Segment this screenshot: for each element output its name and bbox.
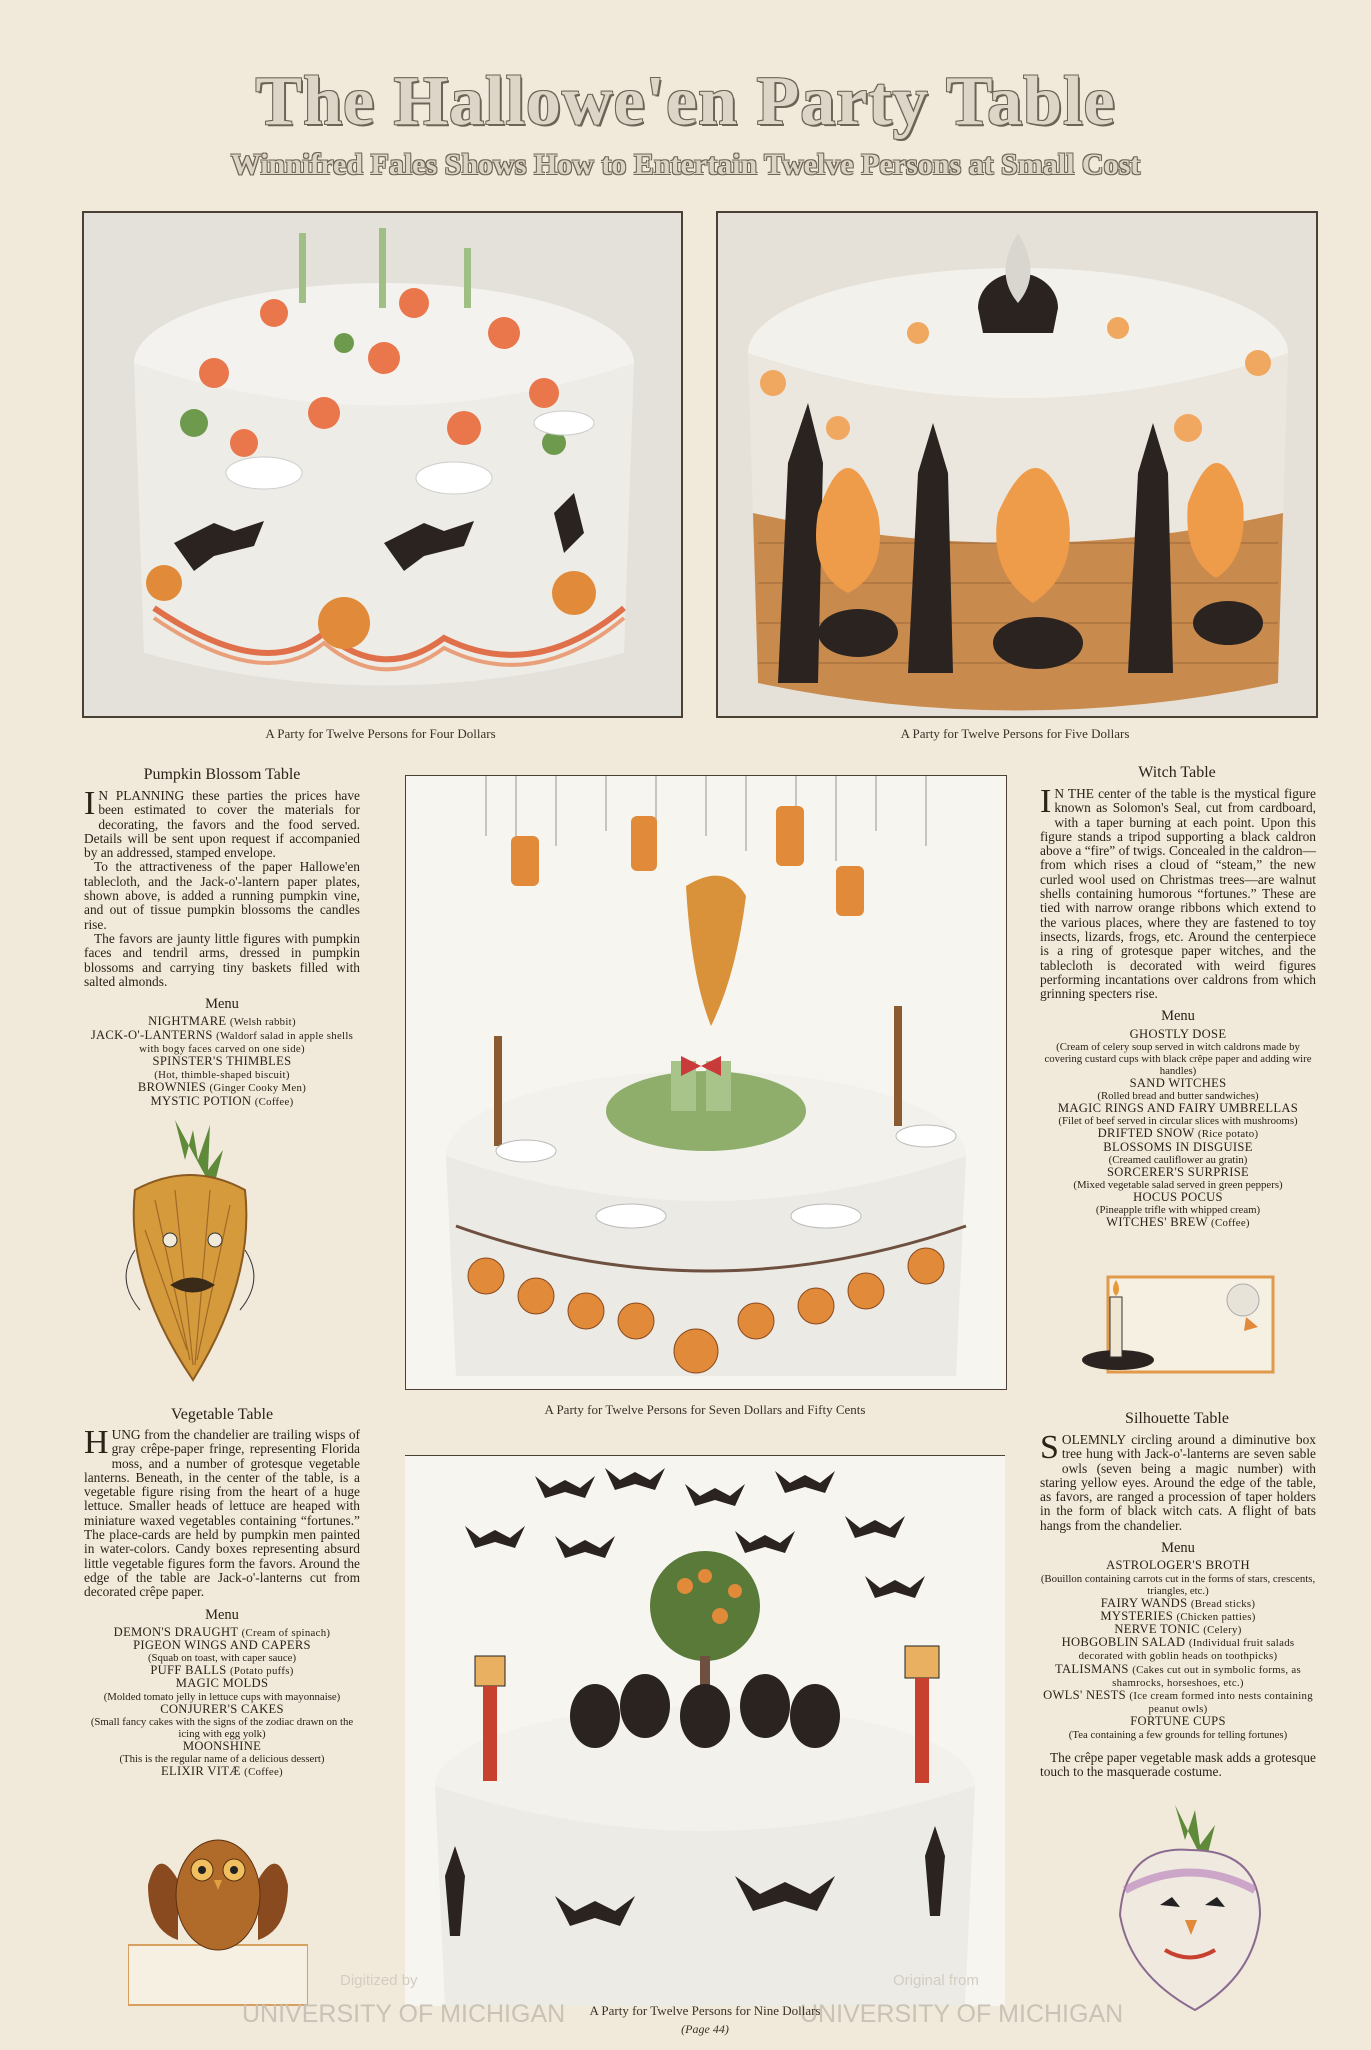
watermark-original: Original from [893,1972,979,1989]
paragraph: N THE center of the table is the mystical figure known as Solomon's Seal, cut from cardboard, with a taper burning at each point. Upon this figure stands a tripod supporting a black caldron above a “fire” of twigs. Concealed in the caldron—from which rises a cloud of “steam,” the new curled wool used on Christmas trees—are walnut shells containing humorous “fortunes.” These are tied with narrow orange ribbons which extend to the various places, where they are fastened to toy insects, lizards, frogs, etc. Around the centerpiece is a ring of grotesque paper witches, and the tablecloth is decorated with weird figures performing incantations over caldrons from which grinning specters rise. [1040,786,1316,1002]
turnip-mask-illustration [1105,1795,1275,2020]
article-witch [1040,783,1316,1230]
article-vegetable [84,1424,360,1779]
article-pumpkin-blossom [84,785,360,1108]
paragraph: To the attractiveness of the paper Hallowe'en tablecloth, and the Jack-o'-lantern paper plates, shown above, is added a running pumpkin vine, and out of tissue pumpkin blossoms the candles rise. [84,859,360,932]
carrot-mask-illustration [115,1110,265,1390]
closing-paragraph: The crêpe paper vegetable mask adds a grotesque touch to the masquerade costume. [1040,1749,1316,1779]
watermark-left: UNIVERSITY OF MICHIGAN [242,2000,566,2028]
paragraph: The favors are jaunty little figures with pumpkin faces and tendril arms, dressed in pumpkin blossoms and carrying tiny baskets filled with salted almonds. [84,930,360,989]
heading-vegetable-table: Vegetable Table [170,1406,274,1423]
caption-bottom: A Party for Twelve Persons for Nine Dollars [589,2003,821,2018]
menu-list: DEMON'S DRAUGHT (Cream of spinach) PIGEON WINGS AND CAPERS (Squab on toast, with caper sauce) PUFF BALLS (Potato puffs) MAGIC MOLDS (Molded tomato jelly in lettuce cups with mayonnaise) CONJURER'S CAKES (Small fancy cakes with the signs of the zodiac drawn on the icing with egg yolk) MOONSHINE (This is the regular name of a delicious dessert) ELIXIR VITÆ (Coffee) [90,1624,354,1779]
dropcap: S [1040,1429,1059,1466]
menu-heading: Menu [1161,1540,1195,1557]
candle-place-card-illustration [1068,1262,1280,1382]
caption-middle: A Party for Twelve Persons for Seven Dollars and Fifty Cents [544,1402,866,1417]
watermark-right: UNIVERSITY OF MICHIGAN [800,2000,1124,2028]
dropcap: I [84,785,96,822]
dropcap: H [84,1424,109,1461]
paragraph: N PLANNING these parties the prices have been estimated to cover the materials for decorating, the favors and the food served. Details will be sent upon request if accompanied by an addressed, stamped envelope. [84,788,360,861]
menu-heading: Menu [205,1606,239,1623]
photo-pumpkin-blossom-table [82,211,683,718]
caption-top-right: A Party for Twelve Persons for Five Dollars [900,726,1130,741]
page-subtitle: Winnifred Fales Shows How to Entertain Twelve Persons at Small Cost [230,148,1141,181]
heading-pumpkin-blossom-table: Pumpkin Blossom Table [143,766,301,783]
menu-heading: Menu [205,996,239,1013]
paragraph: UNG from the chandelier are trailing wisps of gray crêpe-paper fringe, representing Florida moss, and a number of grotesque vegetable lanterns. Beneath, in the center of the table, is a vegetable figure rising from the heart of a huge lettuce. Smaller heads of lettuce are heaped with miniature waxed vegetables containing “fortunes.” The place-cards are held by pumpkin men painted in water-colors. Candy boxes representing absurd little vegetable figures form the favors. Around the edge of the table are Jack-o'-lanterns cut from decorated crêpe paper. [84,1427,360,1600]
paragraph: OLEMNLY circling around a diminutive box tree hung with Jack-o'-lanterns are seven sable owls (seven being a magic number) with staring yellow eyes. Around the edge of the table, as favors, are ranged a procession of taper holders in the form of black witch cats. A flight of bats hangs from the chandelier. [1040,1432,1316,1533]
watermark-digitized: Digitized by [340,1972,418,1989]
menu-list: ASTROLOGER'S BROTH (Bouillon containing carrots cut in the forms of stars, crescents, triangles, etc.) FAIRY WANDS (Bread sticks) MYSTERIES (Chicken patties) NERVE TONIC (Celery) HOBGOBLIN SALAD (Individual fruit salads decorated with goblin heads on toothpicks) TALISMANS (Cakes cut out in symbolic forms, as shamrocks, horseshoes, etc.) OWLS' NESTS (Ice cream formed into nests containing peanut owls) FORTUNE CUPS (Tea containing a few grounds for telling fortunes) [1040,1558,1316,1741]
article-silhouette [1040,1429,1316,1779]
page-number: (Page 44) [681,2022,729,2036]
menu-heading: Menu [1161,1008,1195,1025]
photo-vegetable-table [405,775,1007,1390]
owl-place-card-illustration [128,1825,308,2015]
heading-witch-table: Witch Table [1138,764,1216,781]
page-title: The Hallowe'en Party Table [255,63,1116,140]
photo-silhouette-table [405,1455,1005,2006]
menu-list: NIGHTMARE (Welsh rabbit) JACK-O'-LANTERNS (Waldorf salad in apple shells with bogy faces carved on one side) SPINSTER'S THIMBLES (Hot, thimble-shaped biscuit) BROWNIES (Ginger Cooky Men) MYSTIC POTION (Coffee) [90,1014,354,1108]
menu-list: GHOSTLY DOSE (Cream of celery soup served in witch caldrons made by covering custard cups with black crêpe paper and adding wire handles) SAND WITCHES (Rolled bread and butter sandwiches) MAGIC RINGS AND FAIRY UMBRELLAS (Filet of beef served in circular slices with mushrooms) DRIFTED SNOW (Rice potato) BLOSSOMS IN DISGUISE (Creamed cauliflower au gratin) SORCERER'S SURPRISE (Mixed vegetable salad served in green peppers) HOCUS POCUS (Pineapple trifle with whipped cream) WITCHES' BREW (Coffee) [1044,1026,1312,1230]
caption-top-left: A Party for Twelve Persons for Four Dollars [265,726,496,741]
photo-witch-table [716,211,1318,718]
heading-silhouette-table: Silhouette Table [1125,1410,1229,1427]
dropcap: I [1040,783,1052,820]
